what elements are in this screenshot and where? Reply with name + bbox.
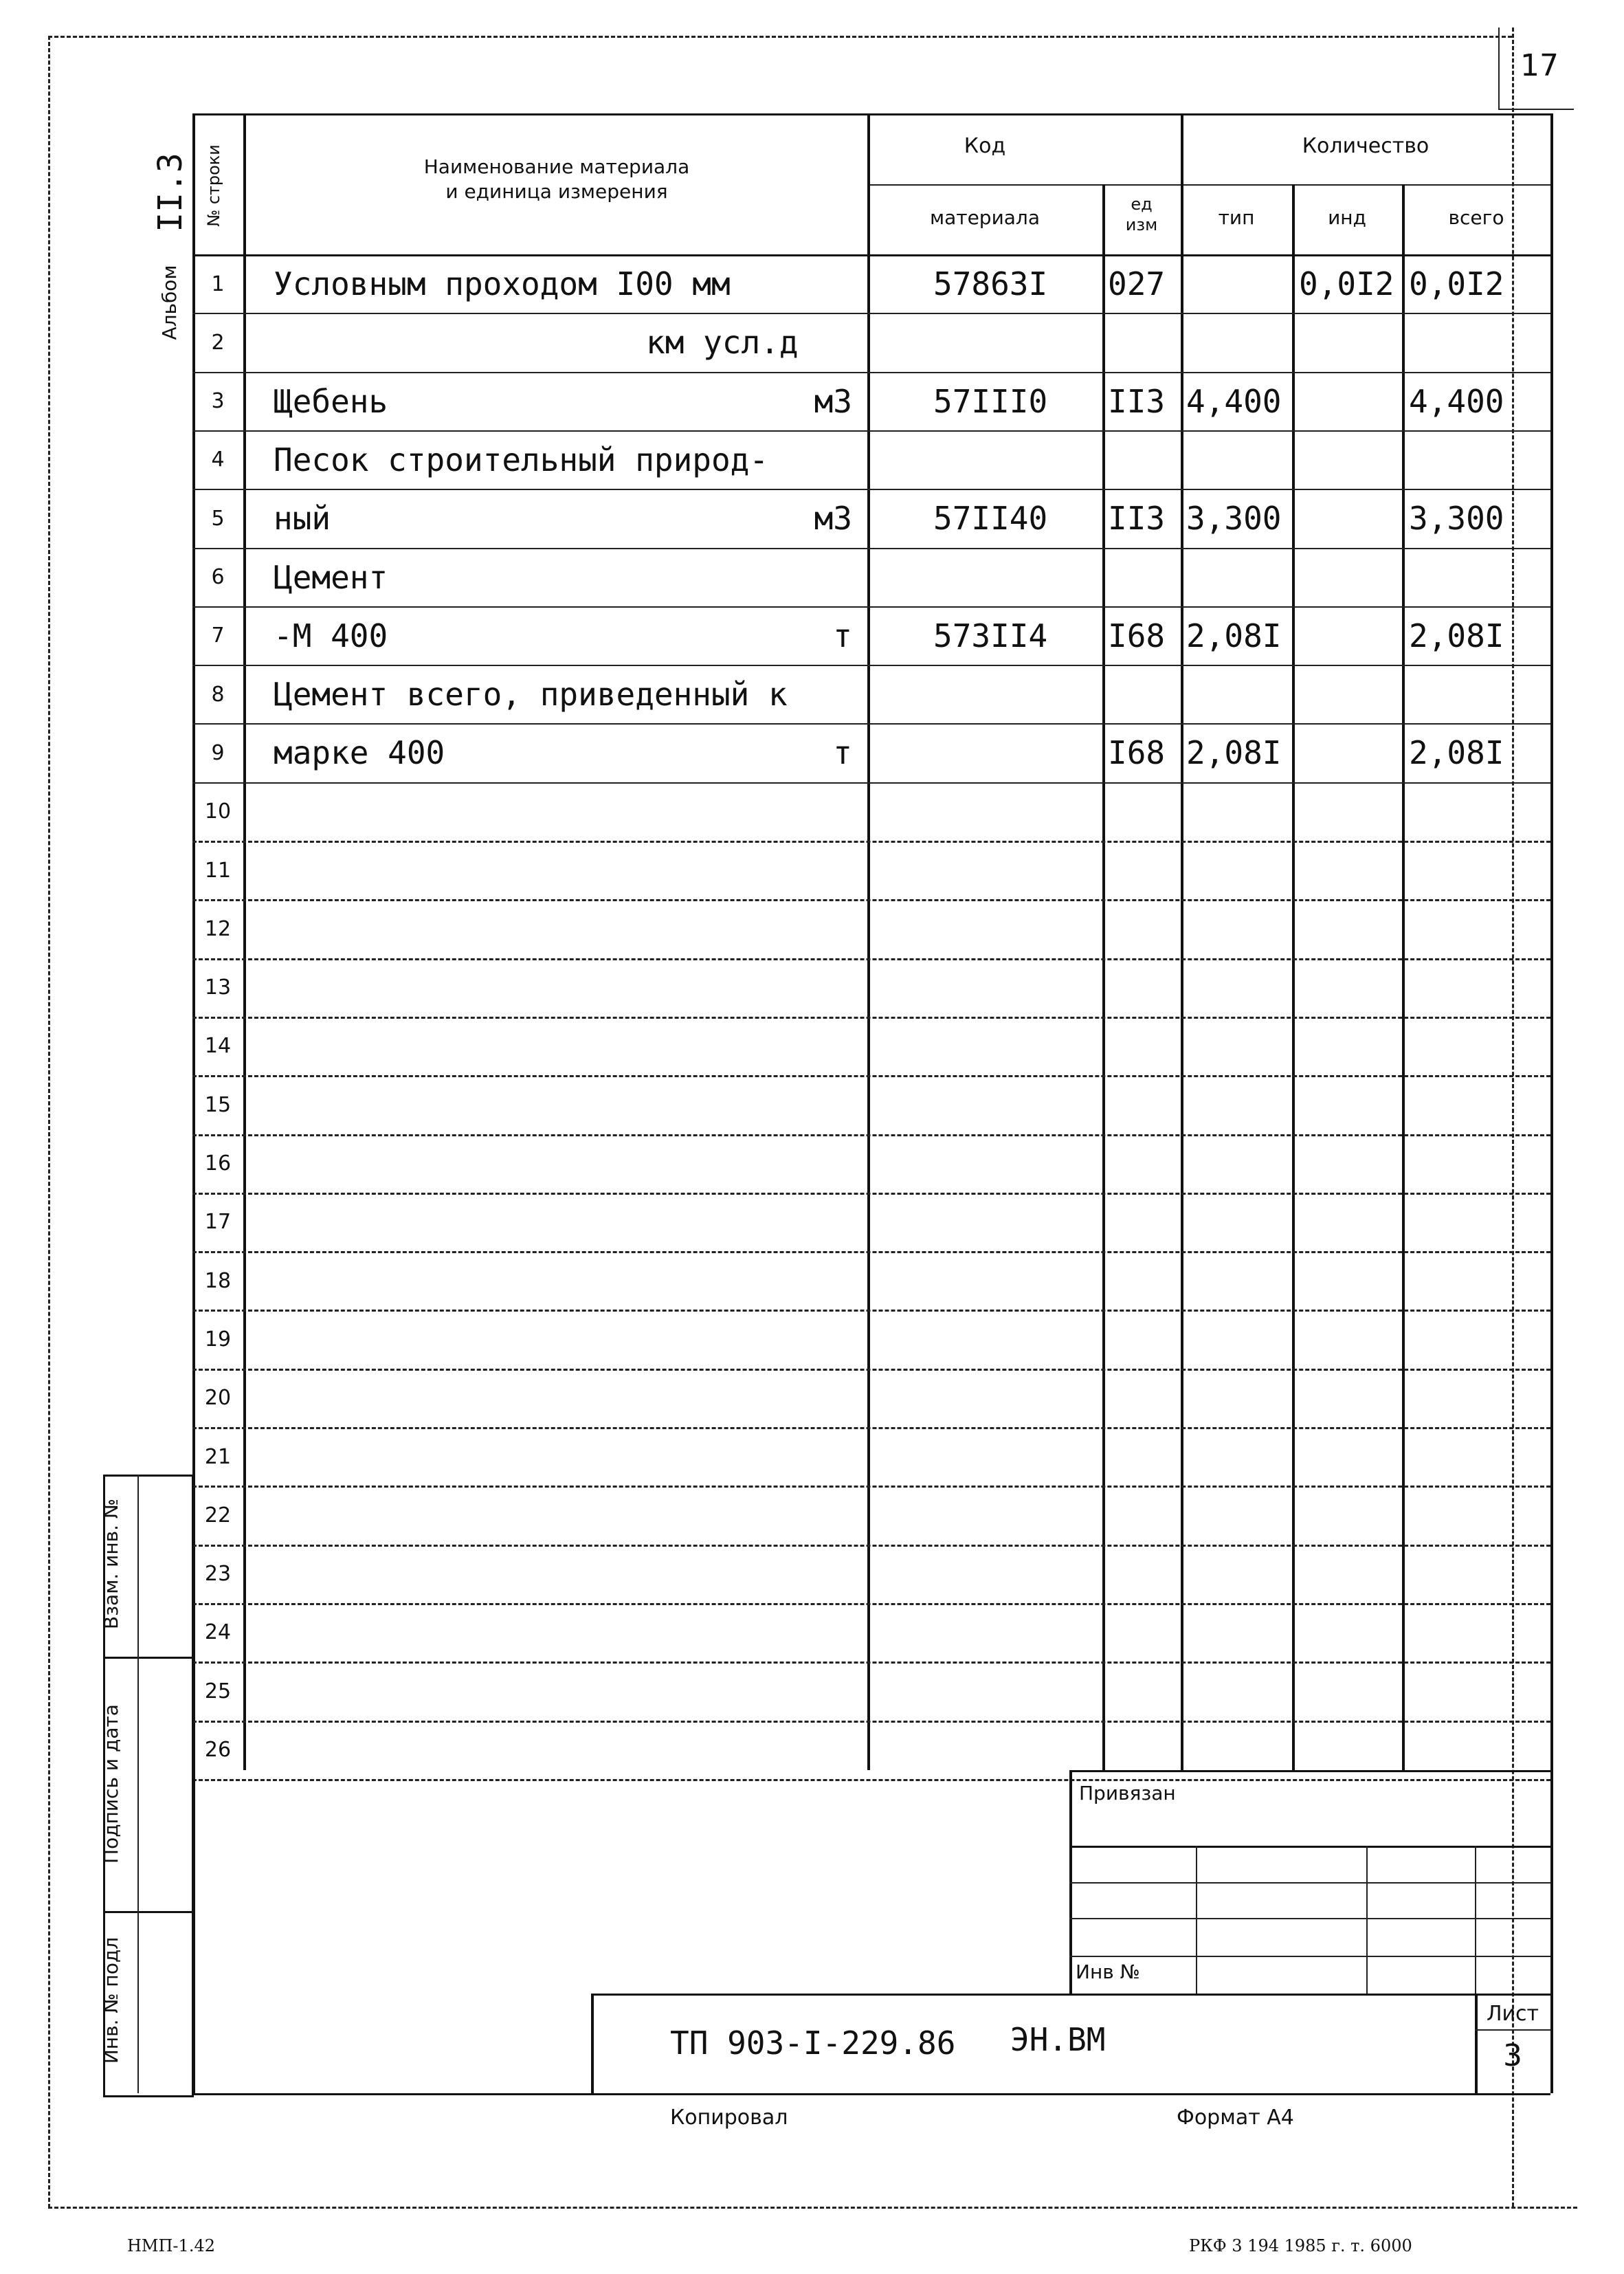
privyazan-col3 <box>1475 1846 1476 1994</box>
unit-label: т <box>833 617 852 654</box>
table-row <box>192 723 1550 782</box>
qty-ind <box>1295 1134 1409 1193</box>
unit-label <box>770 1662 852 1721</box>
row-number: 20 <box>204 1386 232 1411</box>
table-row <box>192 1075 1550 1134</box>
unit-label: м3 <box>814 382 852 420</box>
qty-ind <box>1295 1486 1409 1545</box>
qty-total <box>1405 1662 1555 1721</box>
unit-code: 027 <box>1108 265 1166 302</box>
qty-total <box>1405 430 1555 489</box>
qty-total <box>1405 782 1555 841</box>
qty-ind <box>1295 489 1409 548</box>
unit-label <box>770 1427 852 1486</box>
material-code: 57863I <box>933 265 1048 302</box>
row-number: 5 <box>211 506 225 531</box>
row-number: 12 <box>204 916 232 941</box>
header-unit: ед изм <box>1125 195 1158 234</box>
privyazan-top <box>1069 1770 1550 1772</box>
footer-left-code: НМП-1.42 <box>127 2236 215 2255</box>
page-number-box-bottom <box>1498 109 1574 110</box>
album-label: Альбом <box>158 265 181 340</box>
qty-ind <box>1295 665 1409 724</box>
material-code: 57II40 <box>933 500 1048 538</box>
qty-ind <box>1295 1427 1409 1486</box>
designation: ТП 903-I-229.86 <box>670 2024 956 2062</box>
qty-ind <box>1295 841 1409 900</box>
unit-label <box>770 782 852 841</box>
unit-label: м3 <box>814 500 852 538</box>
unit-label <box>770 1486 852 1545</box>
qty-typ <box>1182 1545 1298 1604</box>
qty-ind <box>1295 1017 1409 1076</box>
row-number: 16 <box>204 1151 232 1175</box>
row-number: 19 <box>204 1327 232 1351</box>
row-number: 3 <box>211 389 225 414</box>
row-number: 8 <box>211 682 225 707</box>
qty-typ <box>1182 254 1298 313</box>
table-row <box>192 1134 1550 1193</box>
unit-label <box>770 958 852 1017</box>
lower-right-border <box>1550 1770 1553 2093</box>
privyazan-line2 <box>1069 1882 1550 1884</box>
row-separator <box>192 1779 1550 1781</box>
qty-ind <box>1295 782 1409 841</box>
row-number: 26 <box>204 1738 232 1762</box>
row-number: 14 <box>204 1034 232 1059</box>
row-number: 17 <box>204 1210 232 1235</box>
header-typ: тип <box>1218 206 1255 229</box>
table-row <box>192 1193 1550 1252</box>
qty-typ <box>1182 1310 1298 1369</box>
qty-ind <box>1295 548 1409 607</box>
unit-label <box>770 1193 852 1252</box>
qty-ind: 0,0I2 <box>1299 265 1394 302</box>
unit-label <box>770 1017 852 1076</box>
table-row <box>192 782 1550 841</box>
table-row <box>192 254 1550 313</box>
table-row <box>192 1603 1550 1662</box>
unit-code: II3 <box>1108 500 1166 538</box>
qty-typ <box>1182 782 1298 841</box>
table-row <box>192 1545 1550 1604</box>
qty-typ <box>1182 1134 1298 1193</box>
qty-ind <box>1295 1369 1409 1428</box>
privyazan-col1 <box>1196 1846 1197 1994</box>
side-stamp-inner <box>137 1475 139 2093</box>
qty-total <box>1405 899 1555 958</box>
unit-caption: км усл.д <box>646 324 799 362</box>
table-row <box>192 841 1550 900</box>
row-number: 2 <box>211 330 225 355</box>
unit-code <box>1104 1369 1186 1428</box>
table-row <box>192 665 1550 724</box>
unit-label <box>770 665 852 724</box>
outer-frame-top <box>48 36 1512 38</box>
row-number: 13 <box>204 975 232 1000</box>
format-label: Формат А4 <box>1177 2106 1294 2130</box>
unit-code: I68 <box>1108 734 1166 772</box>
header-name <box>247 155 866 204</box>
qty-typ: 2,08I <box>1186 617 1282 654</box>
row-number: 23 <box>204 1562 232 1587</box>
qty-typ <box>1182 1075 1298 1134</box>
row-number: 24 <box>204 1620 232 1645</box>
table-row <box>192 430 1550 489</box>
inv-no-label: Инв № <box>1076 1961 1140 1983</box>
row-number: 6 <box>211 565 225 589</box>
qty-total <box>1405 1545 1555 1604</box>
qty-total <box>1405 841 1555 900</box>
row-number: 15 <box>204 1092 232 1117</box>
unit-code <box>1104 841 1186 900</box>
row-number: 18 <box>204 1268 232 1293</box>
unit-label <box>770 1721 852 1780</box>
material-code: 57III0 <box>933 382 1048 420</box>
unit-code <box>1104 899 1186 958</box>
qty-ind <box>1295 430 1409 489</box>
qty-total <box>1405 1075 1555 1134</box>
qty-typ <box>1182 313 1298 372</box>
qty-typ <box>1182 1486 1298 1545</box>
qty-ind <box>1295 372 1409 431</box>
header-quantity: Количество <box>1302 134 1430 158</box>
material-code: 573II4 <box>933 617 1048 654</box>
qty-typ <box>1182 1193 1298 1252</box>
outer-frame-bottom <box>48 2207 1577 2209</box>
qty-typ <box>1182 1369 1298 1428</box>
qty-typ <box>1182 1662 1298 1721</box>
privyazan-label: Привязан <box>1079 1782 1176 1804</box>
material-name: Песок строительный природ- <box>274 441 769 478</box>
qty-total <box>1405 1017 1555 1076</box>
unit-code: I68 <box>1108 617 1166 654</box>
privyazan-col2 <box>1366 1846 1368 1994</box>
qty-total: 0,0I2 <box>1409 265 1504 302</box>
table-row <box>192 489 1550 548</box>
row-number: 1 <box>211 272 225 296</box>
unit-code <box>1104 430 1186 489</box>
qty-total: 4,400 <box>1409 382 1504 420</box>
qty-typ: 4,400 <box>1186 382 1282 420</box>
row-number: 22 <box>204 1503 232 1527</box>
unit-label <box>770 1134 852 1193</box>
qty-ind <box>1295 723 1409 782</box>
qty-total: 2,08I <box>1409 734 1504 772</box>
unit-label <box>770 548 852 607</box>
material-name: Условным проходом I00 мм <box>274 265 731 302</box>
row-number: 10 <box>204 799 232 824</box>
footer-right-code: РКФ 3 194 1985 г. т. 6000 <box>1189 2236 1412 2255</box>
qty-total <box>1405 1134 1555 1193</box>
qty-total: 3,300 <box>1409 500 1504 538</box>
unit-code <box>1104 1017 1186 1076</box>
qty-total <box>1405 1486 1555 1545</box>
unit-code <box>1104 1427 1186 1486</box>
side-stamp-sep2 <box>103 1911 192 1913</box>
row-number: 25 <box>204 1679 232 1703</box>
sheet-box-mid <box>1475 2029 1550 2031</box>
stamp-podpis: Подпись и дата <box>100 1704 122 1864</box>
unit-label <box>770 899 852 958</box>
unit-code <box>1104 548 1186 607</box>
qty-ind <box>1295 606 1409 665</box>
unit-label <box>770 1310 852 1369</box>
qty-typ <box>1182 1251 1298 1310</box>
qty-total <box>1405 313 1555 372</box>
page-number-box-left <box>1498 27 1500 110</box>
qty-typ: 3,300 <box>1186 500 1282 538</box>
material-name: Цемент всего, приведенный к <box>274 676 788 714</box>
qty-total <box>1405 665 1555 724</box>
unit-code <box>1104 1310 1186 1369</box>
qty-total <box>1405 1427 1555 1486</box>
unit-code <box>1104 1251 1186 1310</box>
material-name: ный <box>274 500 331 538</box>
unit-code <box>1104 1075 1186 1134</box>
qty-total <box>1405 1310 1555 1369</box>
header-row-no: № строки <box>204 144 223 227</box>
qty-typ <box>1182 899 1298 958</box>
title-top <box>591 1994 1550 1996</box>
material-name: марке 400 <box>274 734 445 772</box>
qty-typ <box>1182 548 1298 607</box>
lower-bottom <box>192 2093 1550 2095</box>
header-material: материала <box>929 206 1040 229</box>
table-row <box>192 313 1550 372</box>
privyazan-line3 <box>1069 1918 1550 1919</box>
header-mid <box>867 184 1550 186</box>
privyazan-line4 <box>1069 1956 1550 1957</box>
unit-code <box>1104 1193 1186 1252</box>
row-number: 4 <box>211 448 225 472</box>
unit-code <box>1104 665 1186 724</box>
qty-ind <box>1295 1193 1409 1252</box>
unit-code <box>1104 1545 1186 1604</box>
qty-typ <box>1182 430 1298 489</box>
row-number: 11 <box>204 858 232 883</box>
unit-label <box>770 430 852 489</box>
stamp-vzam: Взам. инв. № <box>100 1498 122 1630</box>
table-row <box>192 1486 1550 1545</box>
table-row <box>192 1251 1550 1310</box>
unit-label <box>770 1545 852 1604</box>
table-top <box>192 113 1550 115</box>
qty-total <box>1405 1251 1555 1310</box>
qty-ind <box>1295 1310 1409 1369</box>
qty-typ <box>1182 841 1298 900</box>
qty-ind <box>1295 1075 1409 1134</box>
qty-total <box>1405 1193 1555 1252</box>
unit-label <box>770 1251 852 1310</box>
sheet-number: 3 <box>1503 2038 1522 2073</box>
unit-label <box>770 841 852 900</box>
qty-ind <box>1295 958 1409 1017</box>
header-total: всего <box>1448 206 1504 229</box>
stamp-inv-podl: Инв. № подл <box>100 1936 122 2064</box>
material-name: Щебень <box>274 382 388 420</box>
qty-total <box>1405 1369 1555 1428</box>
qty-total <box>1405 1603 1555 1662</box>
qty-total <box>1405 548 1555 607</box>
qty-total <box>1405 958 1555 1017</box>
qty-ind <box>1295 899 1409 958</box>
row-number: 9 <box>211 740 225 765</box>
qty-typ <box>1182 1603 1298 1662</box>
outer-frame-left <box>48 36 50 2208</box>
unit-code <box>1104 958 1186 1017</box>
unit-code <box>1104 313 1186 372</box>
unit-code <box>1104 1134 1186 1193</box>
row-number: 7 <box>211 623 225 648</box>
table-row <box>192 899 1550 958</box>
qty-typ <box>1182 958 1298 1017</box>
table-row <box>192 606 1550 665</box>
album-number: II.3 <box>151 153 190 232</box>
table-row <box>192 1310 1550 1369</box>
qty-typ <box>1182 1427 1298 1486</box>
unit-code <box>1104 1662 1186 1721</box>
unit-label <box>770 254 852 313</box>
qty-total: 2,08I <box>1409 617 1504 654</box>
title-left <box>591 1994 594 2093</box>
lower-left-border <box>192 1770 195 2093</box>
sheet-label: Лист <box>1486 2002 1539 2026</box>
qty-typ <box>1182 1017 1298 1076</box>
unit-label <box>770 1369 852 1428</box>
unit-label <box>770 1075 852 1134</box>
qty-typ: 2,08I <box>1186 734 1282 772</box>
qty-ind <box>1295 1545 1409 1604</box>
side-stamp-sep1 <box>103 1657 192 1659</box>
material-name: -М 400 <box>274 617 388 654</box>
unit-label: т <box>833 734 852 772</box>
unit-label <box>770 1603 852 1662</box>
table-row <box>192 958 1550 1017</box>
qty-ind <box>1295 1603 1409 1662</box>
page-number: 17 <box>1520 48 1559 83</box>
unit-code: II3 <box>1108 382 1166 420</box>
section: ЭН.ВМ <box>1010 2021 1106 2058</box>
table-row <box>192 1017 1550 1076</box>
unit-code <box>1104 1486 1186 1545</box>
qty-ind <box>1295 1251 1409 1310</box>
header-ind: инд <box>1328 206 1366 229</box>
table-row <box>192 1662 1550 1721</box>
header-code: Код <box>964 134 1006 158</box>
unit-code <box>1104 1603 1186 1662</box>
header-name-text: Наименование материала и единица измерения <box>423 155 690 203</box>
row-number: 21 <box>204 1444 232 1469</box>
table-row <box>192 1427 1550 1486</box>
unit-code <box>1104 782 1186 841</box>
material-name: Цемент <box>274 558 388 596</box>
copied-label: Копировал <box>670 2106 788 2130</box>
qty-ind <box>1295 313 1409 372</box>
privyazan-line1 <box>1069 1846 1550 1848</box>
table-row <box>192 372 1550 431</box>
qty-ind <box>1295 1662 1409 1721</box>
table-row <box>192 548 1550 607</box>
table-row <box>192 1369 1550 1428</box>
qty-typ <box>1182 665 1298 724</box>
